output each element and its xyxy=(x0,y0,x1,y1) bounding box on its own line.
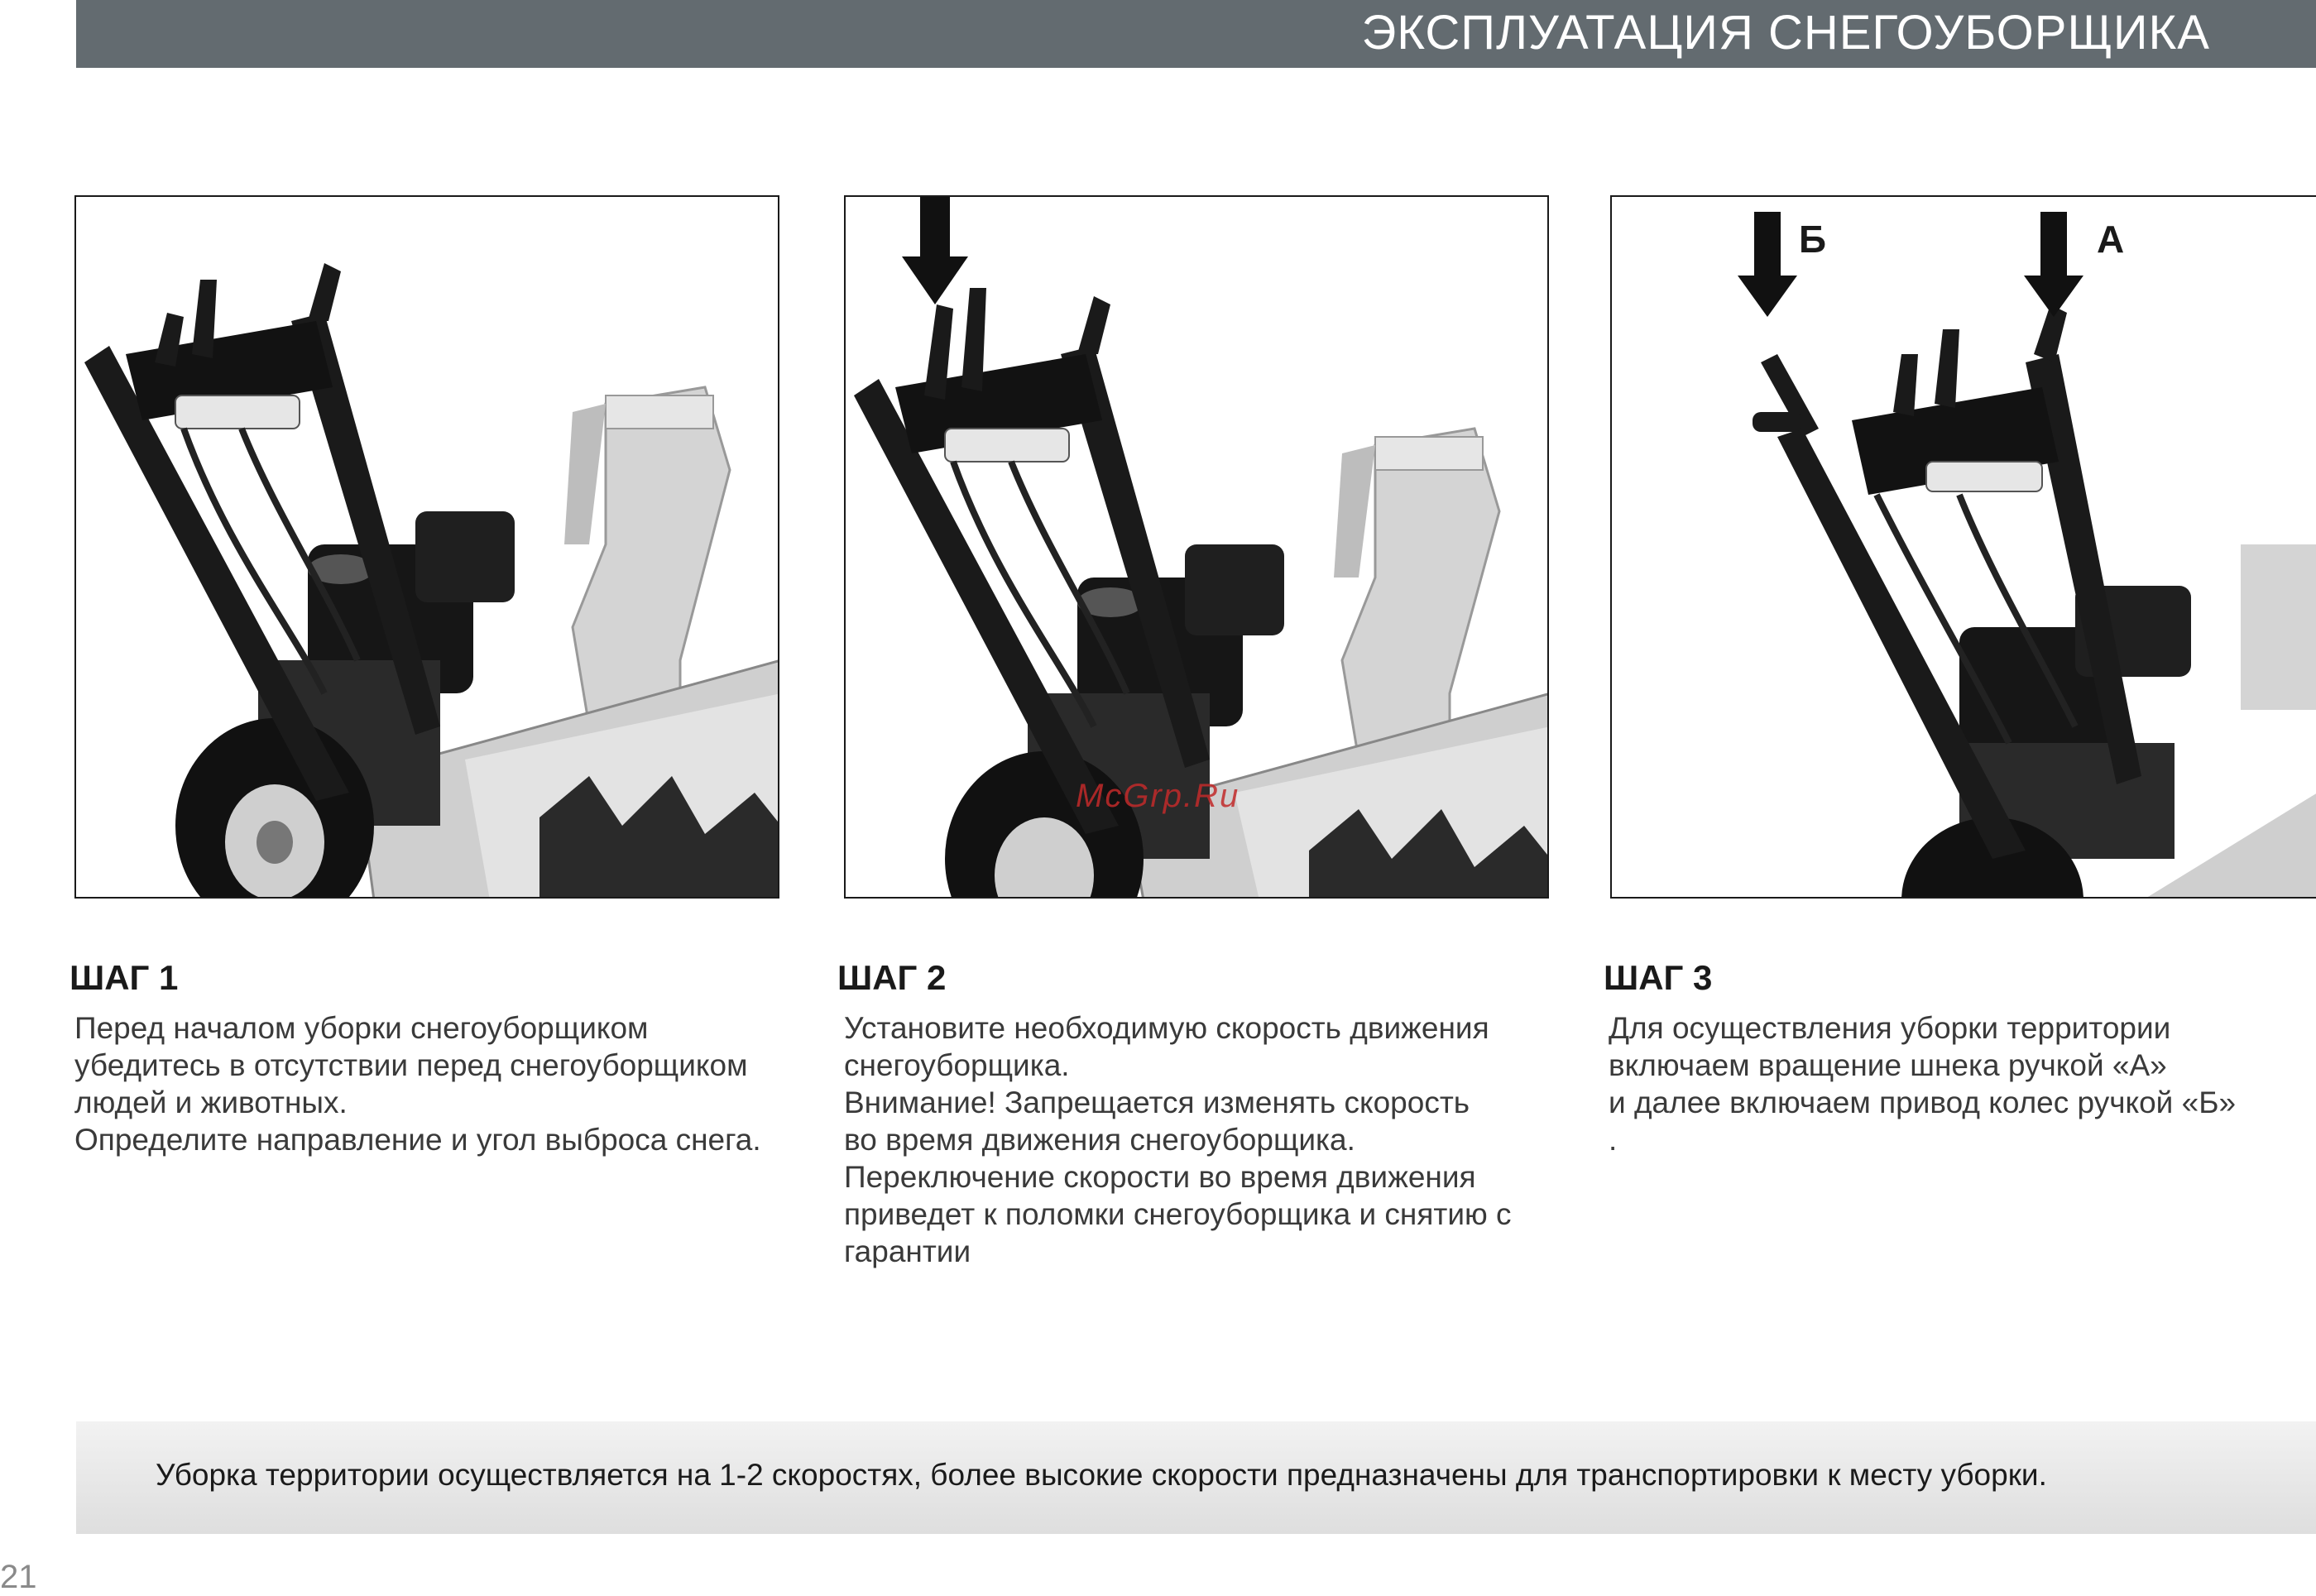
header-bar xyxy=(76,0,2316,68)
down-arrow-icon xyxy=(2024,212,2083,317)
step-2-line: снегоуборщика. xyxy=(844,1048,1070,1082)
step-3-text xyxy=(1609,1009,2236,1158)
step-2-line: Установите необходимую скорость движения xyxy=(844,1011,1489,1045)
note-box xyxy=(76,1421,2316,1534)
down-arrow-icon xyxy=(902,197,968,304)
lever-a-label: А xyxy=(2097,218,2125,261)
step-3-line: включаем вращение шнека ручкой «А» xyxy=(1609,1048,2167,1082)
step-1-line: Определите направление и угол выброса снега. xyxy=(74,1123,761,1157)
step-3-line: и далее включаем привод колес ручкой «Б» xyxy=(1609,1086,2237,1119)
page-number: 21 xyxy=(0,1559,37,1595)
step-2-line: Переключение скорости во время движения xyxy=(844,1160,1476,1194)
step-2-text xyxy=(844,1009,1512,1270)
step-3-line: Для осуществления уборки территории xyxy=(1609,1011,2171,1045)
step-1-line: Перед началом уборки снегоуборщиком xyxy=(74,1011,649,1045)
step-2-line: гарантии xyxy=(844,1234,971,1268)
snowblower-illustration xyxy=(1612,197,2316,899)
step-1-title: ШАГ 1 xyxy=(70,958,179,997)
snowblower-illustration xyxy=(76,197,779,899)
step-3-line: . xyxy=(1609,1123,1618,1157)
step-2-line: Внимание! Запрещается изменять скорость xyxy=(844,1086,1470,1119)
note-text: Уборка территории осуществляется на 1-2 скоростях, более высокие скорости предназначены для транспортировки к месту уборки. xyxy=(156,1458,2047,1492)
step-1-photo xyxy=(74,195,779,899)
page-title: ЭКСПЛУАТАЦИЯ СНЕГОУБОРЩИКА xyxy=(1361,6,2210,60)
step-2-title: ШАГ 2 xyxy=(837,958,947,997)
step-3-title: ШАГ 3 xyxy=(1604,958,1713,997)
watermark: McGrp.Ru xyxy=(1076,778,1240,814)
lever-b-label: Б xyxy=(1799,218,1827,261)
step-2-line: во время движения снегоуборщика. xyxy=(844,1123,1355,1157)
step-1-line: убедитесь в отсутствии перед снегоуборщиком xyxy=(74,1048,748,1082)
step-2-line: приведет к поломки снегоуборщика и снятию с xyxy=(844,1197,1512,1231)
step-3-photo xyxy=(1610,195,2316,899)
step-1-text xyxy=(74,1009,761,1158)
down-arrow-icon xyxy=(1738,212,1797,317)
step-1-line: людей и животных. xyxy=(74,1086,348,1119)
